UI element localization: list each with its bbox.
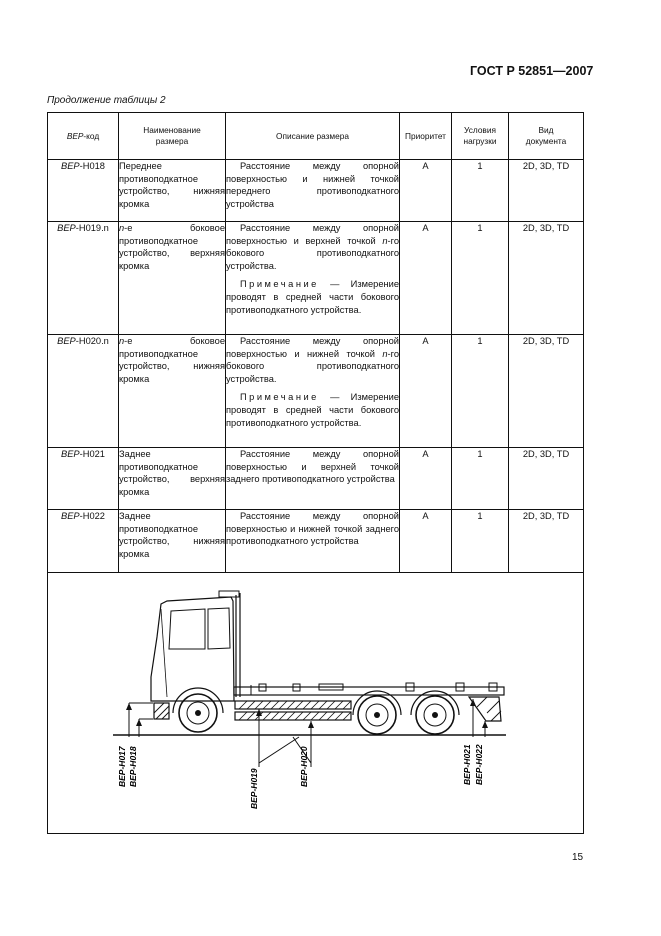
row-name: n-е боковое противоподкатное устройство, нижняя кромка [119, 335, 226, 448]
row-priority: A [400, 448, 452, 510]
page-number: 15 [572, 852, 584, 863]
row-code: BEP-H021 [48, 448, 119, 510]
row-doc: 2D, 3D, TD [509, 335, 584, 448]
dimensions-table [47, 112, 584, 834]
row-doc: 2D, 3D, TD [509, 160, 584, 222]
dim-label-h020: BEP-H020 [299, 746, 309, 787]
row-desc: Расстояние между опорной поверхностью и нижней точкой переднего противоподкатного устройства [226, 160, 400, 222]
row-doc: 2D, 3D, TD [509, 222, 584, 335]
table-row [48, 510, 584, 573]
row-load: 1 [452, 448, 509, 510]
row-load: 1 [452, 222, 509, 335]
row-desc: Расстояние между опорной поверхностью и верхней точкой n-го бокового противоподкатного устройства. Примечание — Измерение проводят в средней части бокового противоподкатного устройства. [226, 222, 400, 335]
table-row [48, 160, 584, 222]
row-desc: Расстояние между опорной поверхностью и нижней точкой заднего противоподкатного устройства [226, 510, 400, 573]
col-header-code: BEP-код [48, 113, 119, 160]
row-name: Заднее противоподкатное устройство, нижняя кромка [119, 510, 226, 573]
truck-underrun-diagram [48, 573, 582, 831]
row-desc: Расстояние между опорной поверхностью и верхней точкой заднего противоподкатного устройства [226, 448, 400, 510]
col-header-doc: Вид документа [509, 113, 584, 160]
table-row [48, 335, 584, 448]
row-name: n-е боковое противоподкатное устройство, верхняя кромка [119, 222, 226, 335]
standard-header: ГОСТ Р 52851—2007 [470, 64, 594, 78]
row-priority: A [400, 335, 452, 448]
dim-label-h021: BEP-H021 [462, 744, 472, 785]
table-header-row [48, 113, 584, 160]
row-load: 1 [452, 160, 509, 222]
table-continuation-caption: Продолжение таблицы 2 [47, 95, 166, 106]
col-header-desc: Описание размера [226, 113, 400, 160]
row-load: 1 [452, 335, 509, 448]
row-name: Переднее противоподкатное устройство, нижняя кромка [119, 160, 226, 222]
col-header-name: Наименование размера [119, 113, 226, 160]
dim-label-h017: BEP-H017 [117, 746, 127, 787]
row-desc: Расстояние между опорной поверхностью и нижней точкой n-го бокового противоподкатного устройства. Примечание — Измерение проводят в средней части бокового противоподкатного устройства. [226, 335, 400, 448]
col-header-load: Условия нагрузки [452, 113, 509, 160]
row-doc: 2D, 3D, TD [509, 510, 584, 573]
figure-row [48, 573, 584, 834]
dim-label-h022: BEP-H022 [474, 744, 484, 785]
row-code: BEP-H022 [48, 510, 119, 573]
row-priority: A [400, 222, 452, 335]
figure-cell [48, 573, 584, 834]
dim-label-h019: BEP-H019 [249, 768, 259, 809]
col-header-priority: Приоритет [400, 113, 452, 160]
row-code: BEP-H019.n [48, 222, 119, 335]
row-load: 1 [452, 510, 509, 573]
table-row [48, 448, 584, 510]
row-code: BEP-H018 [48, 160, 119, 222]
dim-label-h018: BEP-H018 [128, 746, 138, 787]
table-row [48, 222, 584, 335]
row-priority: A [400, 160, 452, 222]
row-name: Заднее противоподкатное устройство, верхняя кромка [119, 448, 226, 510]
row-priority: A [400, 510, 452, 573]
row-code: BEP-H020.n [48, 335, 119, 448]
row-doc: 2D, 3D, TD [509, 448, 584, 510]
